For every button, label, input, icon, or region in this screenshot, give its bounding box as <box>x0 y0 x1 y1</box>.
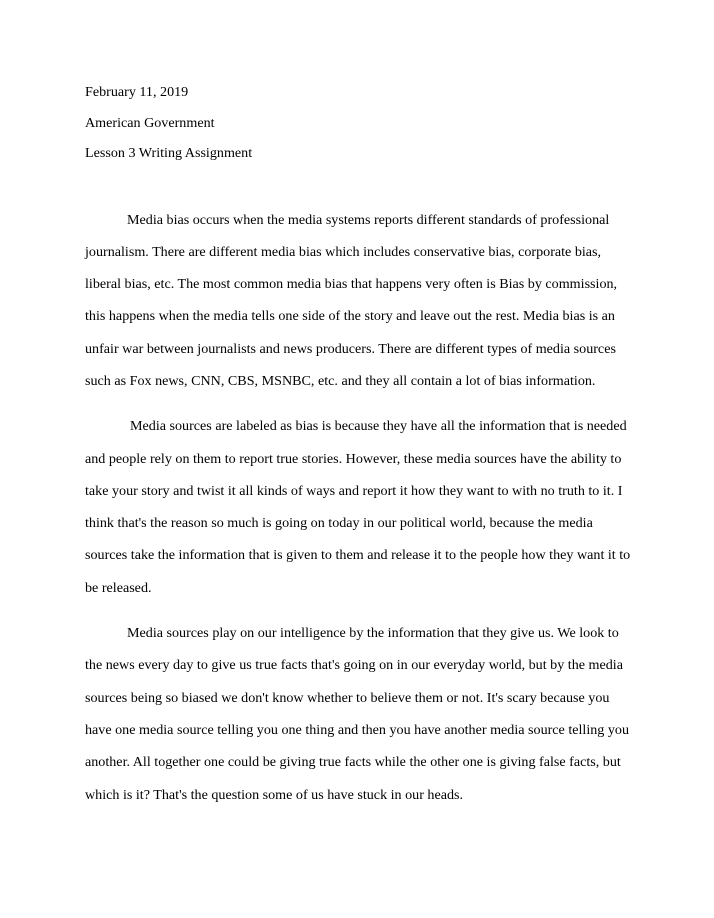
date-line: February 11, 2019 <box>85 84 189 100</box>
assignment-title-line: Lesson 3 Writing Assignment <box>85 145 253 161</box>
header-spacer <box>85 174 635 204</box>
course-line: American Government <box>85 114 215 131</box>
document-content <box>85 82 635 824</box>
body-paragraph-1: Media bias occurs when the media systems reports different standards of professional journalism. There are different media bias which includes conservative bias, corporate bias, liberal bias, etc. The most common media bias that happens very often is Bias by commission, this happens when the media tells one side of the story and leave out the rest. Media bias is an unfair war between journalists and news producers. There are different types of media sources such as Fox news, CNN, CBS, MSNBC, etc. and they all contain a lot of bias information. <box>85 211 618 389</box>
body-paragraph-3: Media sources play on our intelligence by the information that they give us. We look to the news every day to give us true facts that's going on in our everyday world, but by the media sources being so biased we don't know whether to believe them or not. It's scary because you have one media source telling you one thing and then you have another media source telling you another. All together one could be giving true facts while the other one is giving false facts, but which is it? That's the question some of us have stuck in our heads. <box>85 625 630 803</box>
body-paragraph-2: Media sources are labeled as bias is because they have all the information that is needed and people rely on them to report true stories. However, these media sources have the ability to take your story and twist it all kinds of ways and report it how they want to with no truth to it. I think that's the reason so much is going on today in our political world, because the media sources take the information that is given to them and release it to the people how they want it to be released. <box>85 418 631 596</box>
